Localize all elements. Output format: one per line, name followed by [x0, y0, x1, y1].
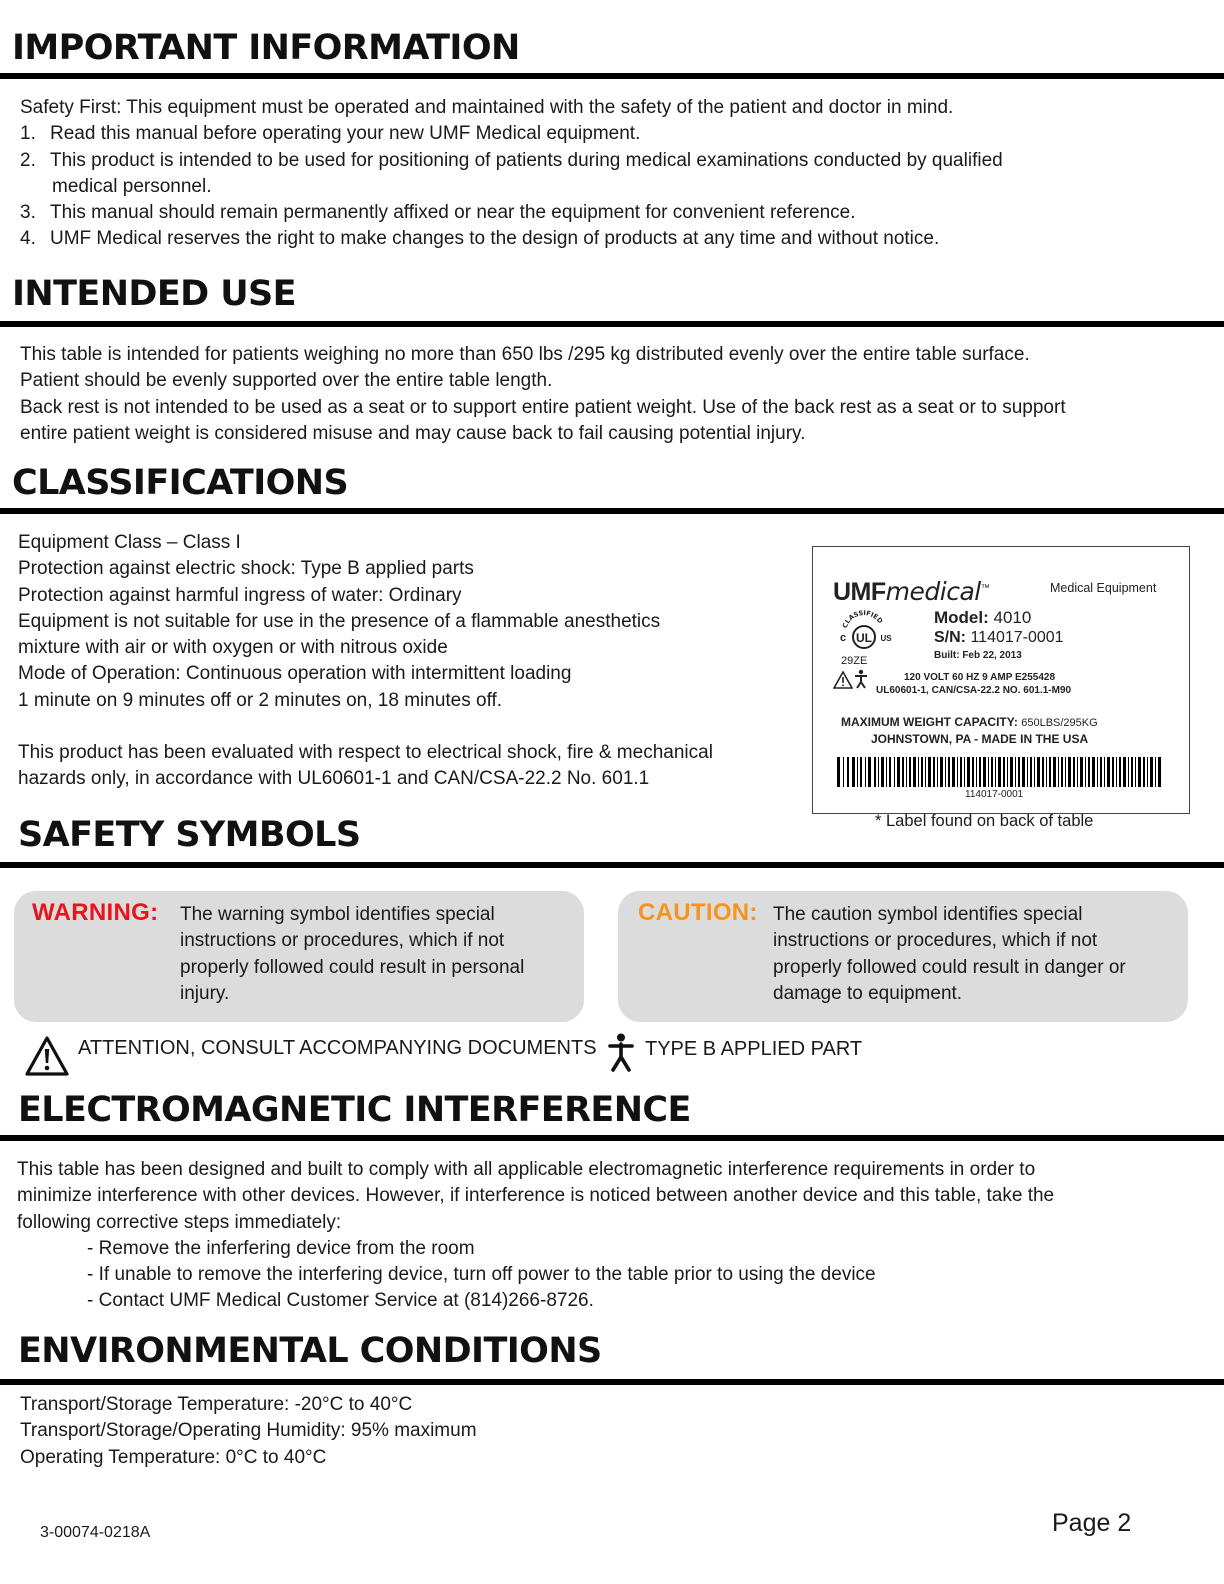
caution-text — [773, 902, 1126, 1007]
list-item — [20, 200, 1003, 226]
text-line: 1 minute on 9 minutes off or 2 minutes on, 18 minutes off. — [18, 689, 503, 711]
list-item — [20, 226, 1003, 252]
text-line: Protection against harmful ingress of water: Ordinary — [18, 584, 462, 606]
warning-text — [180, 902, 524, 1007]
intended-use-heading: INTENDED USE — [12, 274, 296, 314]
text-line: Equipment is not suitable for use in the presence of a flammable anesthetics — [18, 610, 661, 632]
svg-text:CLASSIFIED: CLASSIFIED — [840, 608, 885, 630]
warning-box — [14, 891, 584, 1022]
item-text: Read this manual before operating your new UMF Medical equipment. — [50, 123, 641, 145]
caution-title: CAUTION: — [638, 899, 758, 926]
item-text: This product is intended to be used for positioning of patients during medical examinations conducted by qualified — [50, 149, 1003, 171]
attention-symbol-label: ATTENTION, CONSULT ACCOMPANYING DOCUMENTS — [78, 1037, 597, 1059]
item-continuation: medical personnel. — [52, 175, 212, 197]
origin-line: JOHNSTOWN, PA - MADE IN THE USA — [871, 732, 1089, 746]
section-rule — [0, 862, 1224, 868]
important-intro: Safety First: This equipment must be operated and maintained with the safety of the patient and doctor in mind. — [20, 97, 954, 118]
text-line: Equipment Class – Class I — [18, 532, 241, 553]
section-rule — [0, 321, 1224, 327]
warning-title: WARNING: — [32, 899, 159, 926]
item-number: 4. — [20, 228, 36, 250]
list-item: - Contact UMF Medical Customer Service at (814)266-8726. — [87, 1290, 594, 1312]
classifications-heading: CLASSIFICATIONS — [12, 463, 349, 503]
label-category: Medical Equipment — [1050, 581, 1157, 595]
text-line: Mode of Operation: Continuous operation with intermittent loading — [18, 663, 572, 685]
environmental-body — [20, 1392, 477, 1471]
text-line: instructions or procedures, which if not — [773, 930, 1098, 952]
text-line: Protection against electric shock: Type B applied parts — [18, 558, 474, 580]
label-note: * Label found on back of table — [875, 812, 1094, 830]
attention-triangle-icon — [24, 1035, 70, 1082]
text-line: instructions or procedures, which if not — [180, 930, 505, 952]
section-rule — [0, 508, 1224, 514]
item-number: 3. — [20, 202, 36, 224]
product-label — [812, 546, 1190, 814]
text-line: This product has been evaluated with respect to electrical shock, fire & mechanical — [18, 742, 713, 763]
ul-code: 29ZE — [841, 655, 868, 667]
document-number: 3-00074-0218A — [40, 1524, 151, 1541]
text-line: Operating Temperature: 0°C to 40°C — [20, 1446, 327, 1468]
text-line: damage to equipment. — [773, 982, 963, 1004]
caution-box — [618, 891, 1188, 1022]
list-item — [20, 121, 1003, 147]
text-line: following corrective steps immediately: — [17, 1211, 342, 1233]
text-line: injury. — [180, 982, 230, 1004]
capacity-line: MAXIMUM WEIGHT CAPACITY: 650LBS/295KG — [841, 715, 1098, 729]
text-line: Transport/Storage Temperature: -20°C to 40°C — [20, 1394, 413, 1415]
important-heading: IMPORTANT INFORMATION — [12, 28, 520, 68]
text-line: This table has been designed and built to comply with all applicable electromagnetic interference requirements in order to — [17, 1159, 1036, 1180]
page-number: Page 2 — [1052, 1509, 1132, 1537]
list-item: - Remove the inferfering device from the room — [87, 1237, 475, 1259]
item-text: UMF Medical reserves the right to make changes to the design of products at any time and without notice. — [50, 228, 940, 250]
power-rating: 120 VOLT 60 HZ 9 AMP E255428 — [904, 672, 1056, 683]
text-line: properly followed could result in danger or — [773, 956, 1126, 978]
text-line: Transport/Storage/Operating Humidity: 95% maximum — [20, 1420, 477, 1442]
section-rule — [0, 73, 1224, 79]
section-rule — [0, 1135, 1224, 1141]
text-line: This table is intended for patients weighing no more than 650 lbs /295 kg distributed evenly over the entire table surface. — [20, 344, 1030, 365]
list-item — [20, 148, 1003, 174]
type-b-applied-part-icon — [608, 1032, 634, 1077]
text-line: entire patient weight is considered misuse and may cause back to fail causing potential injury. — [20, 422, 806, 444]
intended-use-body — [20, 342, 1066, 447]
section-rule — [0, 1379, 1224, 1385]
text-line: Back rest is not intended to be used as a seat or to support entire patient weight. Use of the back rest as a seat or to support — [20, 396, 1066, 418]
barcode-number: 114017-0001 — [965, 789, 1024, 800]
item-number: 1. — [20, 123, 36, 145]
text-line: minimize interference with other devices. However, if interference is noticed between another device and this table, take the — [17, 1185, 1055, 1207]
type-b-symbol-label: TYPE B APPLIED PART — [645, 1038, 863, 1060]
evaluation-statement — [18, 740, 713, 793]
text-line: The caution symbol identifies special — [773, 904, 1083, 925]
svg-text:US: US — [880, 634, 892, 643]
barcode — [813, 547, 1189, 813]
svg-text:UL: UL — [856, 631, 872, 645]
text-line: The warning symbol identifies special — [180, 904, 495, 925]
text-line: properly followed could result in personal — [180, 956, 525, 978]
model-line: Model: 4010 — [934, 608, 1032, 627]
list-item: - If unable to remove the interfering device, turn off power to the table prior to using the device — [87, 1264, 876, 1286]
standard-rating: UL60601-1, CAN/CSA-22.2 NO. 601.1-M90 — [876, 685, 1072, 696]
item-text: This manual should remain permanently affixed or near the equipment for convenient reference. — [50, 202, 856, 224]
emi-body — [17, 1157, 1054, 1315]
brand-logo: UMFmedical™ — [833, 577, 990, 606]
serial-line: S/N: 114017-0001 — [934, 629, 1064, 646]
classifications-body — [18, 530, 660, 714]
important-body — [20, 95, 1003, 253]
built-date: Built: Feb 22, 2013 — [934, 650, 1022, 661]
text-line: hazards only, in accordance with UL60601-1 and CAN/CSA-22.2 No. 601.1 — [18, 768, 650, 790]
text-line: Patient should be evenly supported over the entire table length. — [20, 370, 553, 392]
svg-text:c: c — [839, 632, 847, 644]
item-number: 2. — [20, 149, 36, 171]
text-line: mixture with air or with oxygen or with nitrous oxide — [18, 637, 448, 659]
safety-symbols-heading: SAFETY SYMBOLS — [18, 815, 361, 855]
environmental-heading: ENVIRONMENTAL CONDITIONS — [18, 1331, 602, 1371]
emi-heading: ELECTROMAGNETIC INTERFERENCE — [18, 1090, 691, 1130]
